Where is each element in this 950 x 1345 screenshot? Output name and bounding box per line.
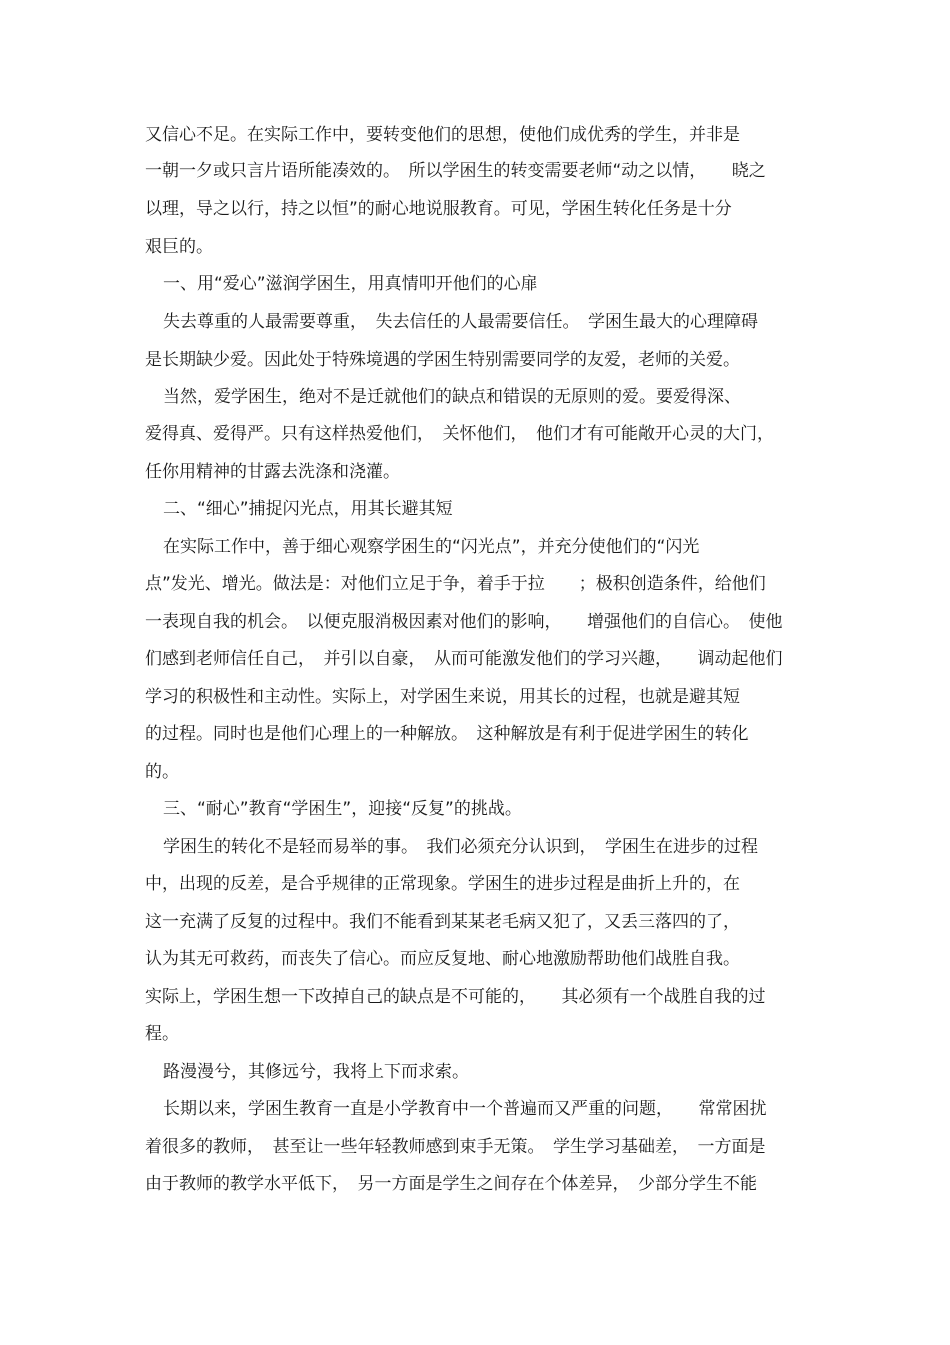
paragraph-line: 艰巨的。 bbox=[145, 237, 213, 257]
paragraph-line: 们感到老师信任自己， 并引以自豪， 从而可能激发他们的学习兴趣， 调动起他们 bbox=[145, 649, 783, 669]
paragraph-line: 程。 bbox=[145, 1024, 179, 1044]
paragraph-line: 爱得真、爱得严。只有这样热爱他们， 关怀他们， 他们才有可能敞开心灵的大门， bbox=[145, 424, 774, 444]
paragraph-line: 在实际工作中，善于细心观察学困生的“闪光点”，并充分使他们的“闪光 bbox=[163, 537, 700, 557]
paragraph-line: 中，出现的反差，是合乎规律的正常现象。学困生的进步过程是曲折上升的，在 bbox=[145, 874, 740, 894]
paragraph-line: 由于教师的教学水平低下， 另一方面是学生之间存在个体差异， 少部分学生不能 bbox=[145, 1174, 757, 1194]
paragraph-line: 点”发光、增光。做法是：对他们立足于争，着手于拉 ；极积创造条件，给他们 bbox=[145, 574, 766, 594]
paragraph-line: 失去尊重的人最需要尊重， 失去信任的人最需要信任。 学困生最大的心理障碍 bbox=[163, 312, 758, 332]
paragraph-line: 认为其无可救药，而丧失了信心。而应反复地、耐心地激励帮助他们战胜自我。 bbox=[145, 949, 740, 969]
paragraph-line: 当然，爱学困生，绝对不是迁就他们的缺点和错误的无原则的爱。要爱得深、 bbox=[163, 387, 741, 407]
section-heading-2: 二、“细心”捕捉闪光点，用其长避其短 bbox=[163, 499, 453, 519]
paragraph-line: 的过程。同时也是他们心理上的一种解放。 这种解放是有利于促进学困生的转化 bbox=[145, 724, 749, 744]
paragraph-line: 一表现自我的机会。 以便克服消极因素对他们的影响， 增强他们的自信心。 使他 bbox=[145, 612, 783, 632]
paragraph-line: 是长期缺少爱。因此处于特殊境遇的学困生特别需要同学的友爱，老师的关爱。 bbox=[145, 350, 740, 370]
paragraph-line: 以理，导之以行，持之以恒”的耐心地说服教育。可见，学困生转化任务是十分 bbox=[145, 199, 732, 219]
paragraph-line: 着很多的教师， 甚至让一些年轻教师感到束手无策。 学生学习基础差， 一方面是 bbox=[145, 1137, 766, 1157]
paragraph-line: 长期以来，学困生教育一直是小学教育中一个普遍而又严重的问题， 常常困扰 bbox=[163, 1099, 767, 1119]
section-heading-1: 一、用“爱心”滋润学困生，用真情叩开他们的心扉 bbox=[163, 274, 538, 294]
paragraph-line: 一朝一夕或只言片语所能凑效的。 所以学困生的转变需要老师“动之以情， 晓之 bbox=[145, 161, 766, 181]
paragraph-line: 实际上，学困生想一下改掉自己的缺点是不可能的， 其必须有一个战胜自我的过 bbox=[145, 987, 766, 1007]
paragraph-line: 的。 bbox=[145, 762, 179, 782]
paragraph-line: 这一充满了反复的过程中。我们不能看到某某老毛病又犯了，又丢三落四的了， bbox=[145, 912, 740, 932]
paragraph-line: 学困生的转化不是轻而易举的事。 我们必须充分认识到， 学困生在进步的过程 bbox=[163, 837, 758, 857]
paragraph-line: 又信心不足。在实际工作中，要转变他们的思想，使他们成优秀的学生，并非是 bbox=[145, 125, 740, 145]
paragraph-line: 学习的积极性和主动性。实际上，对学困生来说，用其长的过程，也就是避其短 bbox=[145, 687, 740, 707]
paragraph-line: 任你用精神的甘露去洗涤和浇灌。 bbox=[145, 462, 400, 482]
section-heading-3: 三、“耐心”教育“学困生”，迎接“反复”的挑战。 bbox=[163, 799, 522, 819]
paragraph-line: 路漫漫兮，其修远兮，我将上下而求索。 bbox=[163, 1062, 469, 1082]
